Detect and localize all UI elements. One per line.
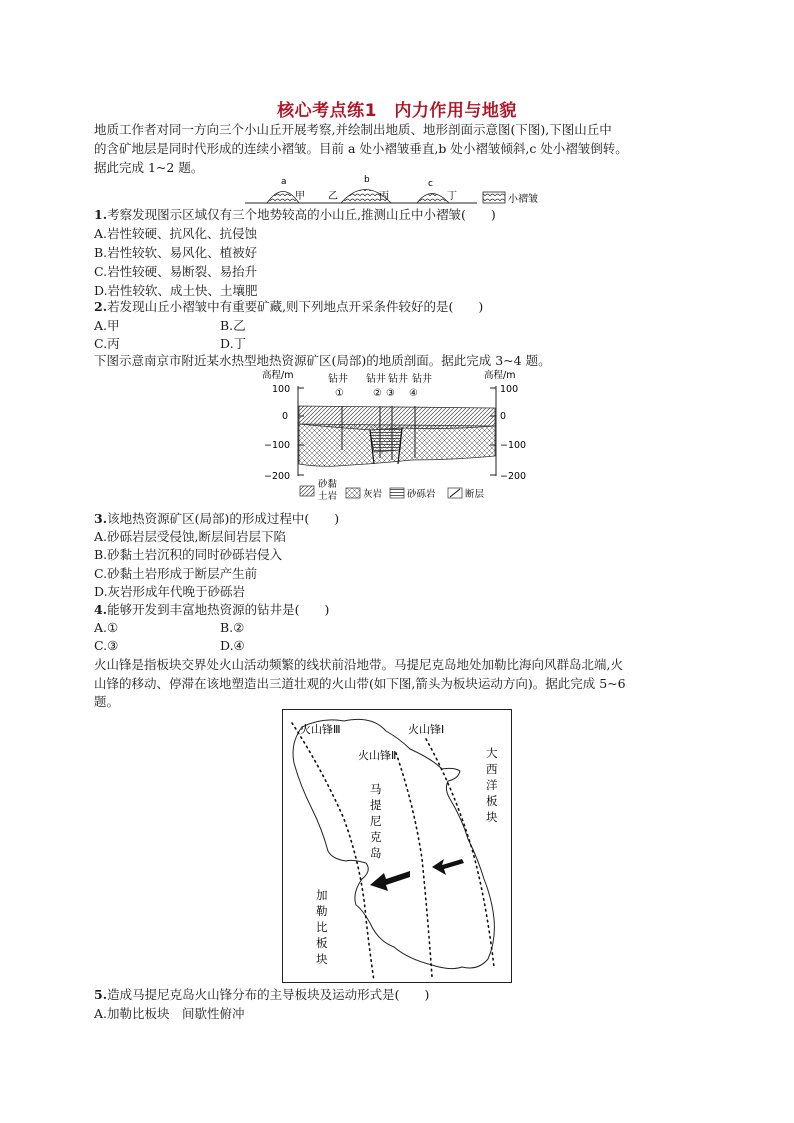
question-3: [94, 509, 694, 528]
q1-option-b: B.岩性较软、易风化、植被好: [94, 245, 258, 260]
tick-left-neg200: −200: [264, 471, 291, 482]
well-1-label: 钻井: [328, 374, 348, 385]
page-title: 核心考点练1 内力作用与地貌: [277, 101, 517, 121]
legend-fault: 断层: [465, 489, 485, 500]
island-char-5: 岛: [370, 846, 382, 860]
q5-number: 5.: [94, 987, 108, 1002]
label-jia: 甲: [295, 191, 305, 202]
label-ding: 丁: [447, 191, 457, 202]
q4-stem: 能够开发到丰富地热资源的钻井是( ): [107, 602, 330, 617]
q1-stem: 考察发现图示区域仅有三个地势较高的小山丘,推测山丘中小褶皱( ): [107, 207, 496, 222]
intro2: 下图示意南京市附近某水热型地热资源矿区(局部)的地质剖面。据此完成 3~4 题。: [94, 353, 551, 368]
label-volcanic-front-1: 火山锋Ⅰ: [408, 723, 445, 736]
q1-option-c: C.岩性较硬、易断裂、易抬升: [94, 264, 258, 279]
q3-option-d: D.灰岩形成年代晚于砂砾岩: [94, 584, 246, 599]
tick-left-100: 100: [272, 384, 291, 395]
well-1-number: ①: [335, 388, 344, 399]
well-2-label: 钻井: [366, 374, 386, 385]
legend-sandyclay-1: 砂黏: [318, 479, 338, 490]
legend-sandyclay-2: 土岩: [318, 491, 338, 502]
martinique-map-figure: [282, 709, 512, 984]
caribbean-char-4: 板: [316, 936, 328, 950]
tick-left-neg100: −100: [264, 440, 291, 451]
label-bing: 丙: [379, 191, 389, 202]
q4-option-c: C.③: [94, 638, 119, 653]
atlantic-char-5: 块: [486, 810, 498, 824]
label-c: c: [428, 179, 433, 189]
tick-left-0: 0: [282, 411, 289, 422]
q3-option-c: C.砂黏土岩形成于断层产生前: [94, 566, 258, 581]
intro3-line1: 火山锋是指板块交界处火山活动频繁的线状前沿地带。马提尼克岛地处加勒比海向风群岛北端,火: [94, 657, 623, 672]
q2-option-a: A.甲: [94, 318, 120, 333]
question-4: [94, 600, 694, 619]
intro1-line3: 据此完成 1~2 题。: [94, 160, 204, 175]
legend-fold: 小褶皱: [508, 194, 538, 205]
island-char-1: 马: [370, 782, 382, 796]
label-volcanic-front-3: 火山锋Ⅲ: [300, 723, 341, 736]
q2-option-c: C.丙: [94, 336, 120, 351]
tick-right-neg200: −200: [500, 471, 527, 482]
caribbean-char-1: 加: [316, 888, 328, 902]
label-volcanic-front-2: 火山锋Ⅱ: [358, 749, 397, 762]
intro1-line1: 地质工作者对同一方向三个小山丘开展考察,并绘制出地质、地形剖面示意图(下图),下图山丘中: [94, 122, 612, 137]
intro3-line3: 题。: [94, 694, 120, 709]
geothermal-section-figure: [262, 368, 542, 506]
q2-option-b: B.乙: [220, 318, 246, 333]
label-b: b: [364, 175, 370, 185]
island-char-4: 克: [370, 830, 382, 844]
q4-option-d: D.④: [220, 638, 245, 653]
q5-option-a: A.加勒比板块 间歇性俯冲: [94, 1006, 245, 1021]
atlantic-char-2: 西: [486, 762, 498, 776]
island-char-2: 提: [370, 798, 382, 812]
question-5: [94, 985, 694, 1004]
well-4-number: ④: [409, 388, 418, 399]
tick-right-0: 0: [500, 411, 507, 422]
q1-option-d: D.岩性较软、成土快、土壤肥: [94, 283, 258, 298]
q4-number: 4.: [94, 602, 108, 617]
tick-right-100: 100: [500, 384, 519, 395]
q4-option-b: B.②: [220, 620, 245, 635]
caribbean-char-5: 块: [316, 952, 328, 966]
legend-limestone: 灰岩: [363, 489, 383, 500]
atlantic-char-3: 洋: [486, 778, 498, 792]
question-1: [94, 205, 694, 224]
q1-option-a: A.岩性较硬、抗风化、抗侵蚀: [94, 226, 258, 241]
q3-number: 3.: [94, 511, 108, 526]
well-3-label: 钻井: [388, 374, 408, 385]
q3-option-b: B.砂黏土岩沉积的同时砂砾岩侵入: [94, 547, 283, 562]
well-3-number: ③: [386, 388, 395, 399]
well-4-label: 钻井: [412, 374, 432, 385]
axis-right-title: 高程/m: [484, 370, 516, 381]
atlantic-char-1: 大: [486, 746, 498, 760]
label-yi: 乙: [328, 191, 338, 202]
axis-left-title: 高程/m: [262, 370, 294, 381]
island-char-3: 尼: [370, 814, 382, 828]
q1-number: 1.: [94, 207, 108, 222]
atlantic-char-4: 板: [486, 794, 498, 808]
caribbean-char-2: 勒: [316, 904, 328, 918]
hill-c: [417, 194, 449, 204]
well-2-number: ②: [373, 388, 382, 399]
caribbean-char-3: 比: [316, 920, 328, 934]
question-2: [94, 297, 694, 316]
q2-number: 2.: [94, 299, 108, 314]
q3-option-a: A.砂砾岩层受侵蚀,断层间岩层下陷: [94, 529, 286, 544]
tick-right-neg100: −100: [500, 440, 527, 451]
q4-option-a: A.①: [94, 620, 119, 635]
legend-conglomerate: 砂砾岩: [407, 489, 436, 500]
q2-stem: 若发现山丘小褶皱中有重要矿藏,则下列地点开采条件较好的是( ): [107, 299, 484, 314]
q5-stem: 造成马提尼克岛火山锋分布的主导板块及运动形式是( ): [107, 987, 430, 1002]
q2-option-d: D.丁: [220, 336, 247, 351]
q3-stem: 该地热资源矿区(局部)的形成过程中( ): [107, 511, 340, 526]
intro3-line2: 山锋的移动、停滞在该地塑造出三道壮观的火山带(如下图,箭头为板块运动方向)。据此完成 5~6: [94, 676, 626, 691]
fold-profile-figure: [245, 172, 565, 208]
label-a: a: [281, 177, 287, 187]
intro1-line2: 的含矿地层是同时代形成的连续小褶皱。目前 a 处小褶皱垂直,b 处小褶皱倾斜,c 处小褶皱倒转。: [94, 141, 628, 156]
